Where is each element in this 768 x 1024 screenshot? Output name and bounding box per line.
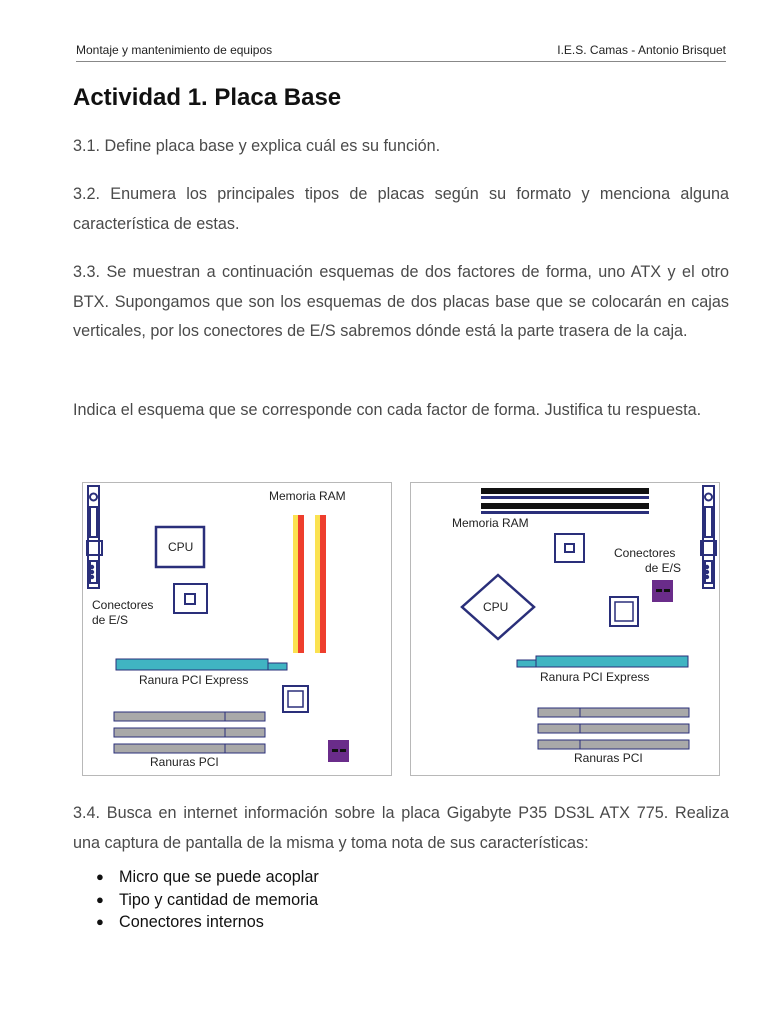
label-pcie: Ranura PCI Express	[139, 673, 249, 687]
question-3-1: 3.1. Define placa base y explica cuál es su función.	[73, 137, 441, 155]
south-bridge	[283, 686, 308, 712]
label-conectores-1: Conectores	[92, 598, 154, 612]
motherboard-diagram-right	[410, 482, 720, 776]
characteristics-list	[96, 866, 319, 934]
list-item	[96, 889, 319, 912]
chipset	[174, 584, 207, 613]
list-item	[96, 911, 319, 934]
bullet-marker: ●	[96, 914, 104, 929]
bullet-marker: ●	[96, 891, 104, 907]
ram-slots	[293, 515, 326, 653]
label-cpu: CPU	[168, 540, 194, 554]
pcie-slot	[536, 656, 688, 667]
label-conectores-2: de E/S	[92, 613, 129, 627]
label-conectores-1: Conectores	[614, 546, 676, 560]
label-cpu: CPU	[483, 600, 509, 614]
header-school: I.E.S. Camas - Antonio Brisquet	[557, 43, 726, 57]
pci-slots	[114, 712, 265, 753]
label-memoria-ram: Memoria RAM	[269, 489, 346, 503]
list-item-text: Conectores internos	[119, 913, 264, 931]
label-conectores-2: de E/S	[645, 561, 682, 575]
io-connectors-shape	[87, 486, 102, 588]
page-header	[76, 43, 726, 62]
label-pci: Ranuras PCI	[150, 755, 219, 769]
question-3-3: 3.3. Se muestran a continuación esquemas de dos factores de forma, uno ATX y el otro BTX. Supongamos que son los esquemas de dos placas base que se colocarán en cajas verticales, por los conectores de E/S sabremos dónde está la parte trasera de la caja.	[73, 263, 729, 340]
label-pcie: Ranura PCI Express	[540, 670, 650, 684]
list-item	[96, 866, 319, 889]
list-item-text: Micro que se puede acoplar	[119, 868, 319, 886]
pci-slots	[538, 708, 689, 749]
bullet-marker: ●	[96, 869, 104, 884]
question-3-4: 3.4. Busca en internet información sobre la placa Gigabyte P35 DS3L ATX 775. Realiza una captura de pantalla de la misma y toma nota de sus características:	[73, 804, 729, 852]
chipset	[555, 534, 584, 562]
question-3-3-instruction: Indica el esquema que se corresponde con cada factor de forma. Justifica tu respuesta.	[73, 401, 702, 419]
header-course: Montaje y mantenimiento de equipos	[76, 43, 273, 57]
label-pci: Ranuras PCI	[574, 751, 643, 765]
label-memoria-ram: Memoria RAM	[452, 516, 529, 530]
io-connectors-shape	[701, 486, 716, 588]
question-3-2: 3.2. Enumera los principales tipos de placas según su formato y menciona alguna característica de estas.	[73, 185, 729, 233]
list-item-text: Tipo y cantidad de memoria	[119, 890, 319, 909]
ram-slots	[481, 488, 649, 514]
page-title: Actividad 1. Placa Base	[73, 84, 342, 111]
pcie-slot	[116, 659, 268, 670]
motherboard-diagram-left	[82, 482, 392, 776]
